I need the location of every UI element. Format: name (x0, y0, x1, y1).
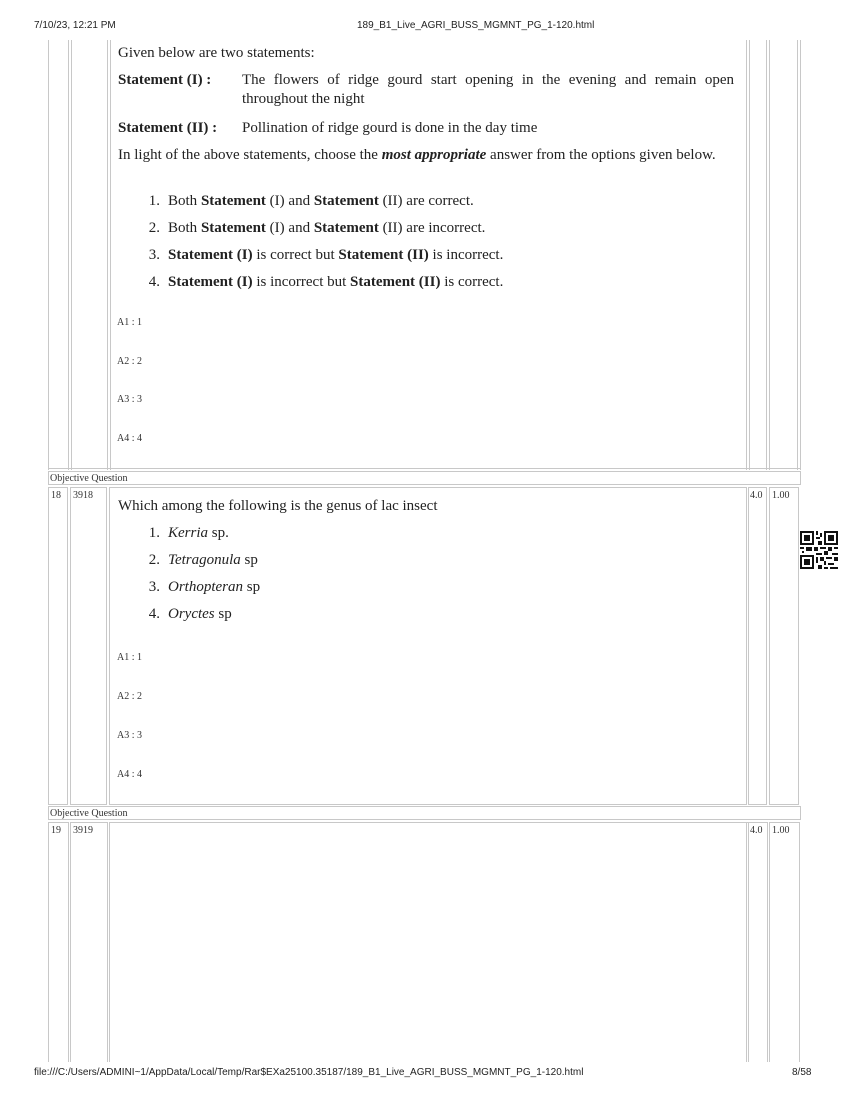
q17-option: 2. Both Statement (I) and Statement (II) are incorrect. (148, 220, 486, 236)
q18-option: 1. Kerria sp. (148, 525, 229, 541)
q19-type-row (48, 806, 801, 820)
q18-option: 2. Tetragonula sp (148, 552, 258, 568)
qr-code-icon (800, 531, 838, 569)
q18-qid: 3918 (73, 490, 93, 501)
q18-marks-cell (748, 487, 767, 805)
q17-answer: A1 : 1 (117, 317, 142, 328)
q18-sno-cell (48, 487, 68, 805)
q17-statement-2-text: Pollination of ridge gourd is done in the day time (242, 120, 538, 136)
q19-marks: 4.0 (750, 825, 763, 836)
q17-statement-1-text: The flowers of ridge gourd start opening in the evening and remain open throughout the night (242, 72, 734, 107)
q17-answer: A4 : 4 (117, 433, 142, 444)
print-doc-title: 189_B1_Live_AGRI_BUSS_MGMNT_PG_1-120.html (357, 20, 595, 31)
print-page-number: 8/58 (792, 1067, 812, 1078)
q17-instruction: In light of the above statements, choose the most appropriate answer from the options given below. (118, 147, 716, 163)
q18-sno: 18 (51, 490, 61, 501)
q18-type-row (48, 471, 801, 485)
q17-option: 4. Statement (I) is incorrect but Statement (II) is correct. (148, 274, 504, 290)
q18-marks: 4.0 (750, 490, 763, 501)
q17-answer: A2 : 2 (117, 356, 142, 367)
q17-option: 3. Statement (I) is correct but Statement (II) is incorrect. (148, 247, 504, 263)
q18-answer: A1 : 1 (117, 652, 142, 663)
q19-qid: 3919 (73, 825, 93, 836)
print-file-path: file:///C:/Users/ADMINI~1/AppData/Local/Temp/Rar$EXa25100.35187/189_B1_Live_AGRI_BUSS_MGMNT_PG_1-120.html (34, 1067, 584, 1078)
print-datetime: 7/10/23, 12:21 PM (34, 20, 116, 31)
q19-type-label: Objective Question (50, 808, 128, 819)
q19-negative: 1.00 (772, 825, 790, 836)
q17-intro: Given below are two statements: (118, 45, 315, 61)
q17-statement-2-label: Statement (II) : (118, 120, 218, 136)
q18-answer: A4 : 4 (117, 769, 142, 780)
q17-option: 1. Both Statement (I) and Statement (II) are correct. (148, 193, 474, 209)
q18-option: 3. Orthopteran sp (148, 579, 261, 595)
q18-type-label: Objective Question (50, 473, 128, 484)
q18-negative: 1.00 (772, 490, 790, 501)
q18-option: 4. Oryctes sp (148, 606, 232, 622)
q18-negative-cell (769, 487, 799, 805)
q18-answer: A3 : 3 (117, 730, 142, 741)
q17-answer: A3 : 3 (117, 394, 142, 405)
q18-qid-cell (70, 487, 107, 805)
q18-answer: A2 : 2 (117, 691, 142, 702)
q17-statement-1-label: Statement (I) : (118, 72, 212, 88)
q19-sno: 19 (51, 825, 61, 836)
q18-question: Which among the following is the genus of lac insect (118, 498, 438, 514)
